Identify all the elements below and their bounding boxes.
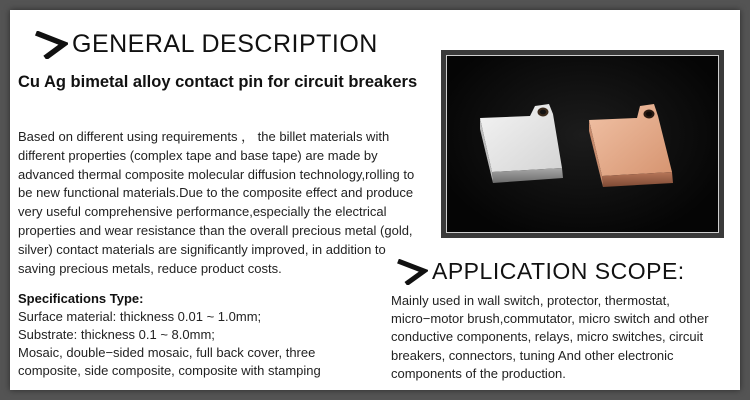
general-description-title: GENERAL DESCRIPTION bbox=[72, 30, 378, 58]
application-scope-title: APPLICATION SCOPE: bbox=[432, 258, 685, 284]
specifications-block bbox=[18, 290, 378, 380]
general-description-heading bbox=[34, 30, 378, 59]
chevron-right-icon bbox=[34, 31, 68, 59]
chevron-right-icon bbox=[396, 259, 428, 285]
silver-contact-pin bbox=[480, 104, 563, 183]
content-panel bbox=[10, 10, 740, 390]
product-photo bbox=[446, 55, 719, 233]
spec-line-composite-types: Mosaic, double−sided mosaic, full back cover, three composite, side composite, composite with stamping bbox=[18, 345, 321, 378]
product-title: Cu Ag bimetal alloy contact pin for circuit breakers bbox=[18, 73, 418, 91]
spec-line-surface: Surface material: thickness 0.01 ~ 1.0mm; bbox=[18, 309, 262, 324]
product-photo-frame bbox=[441, 50, 724, 238]
spec-line-substrate: Substrate: thickness 0.1 ~ 8.0mm; bbox=[18, 327, 215, 342]
contact-pins-illustration bbox=[447, 56, 718, 232]
copper-contact-pin bbox=[589, 104, 673, 187]
application-scope-heading bbox=[396, 258, 685, 285]
product-description: Based on different using requirements ， the billet materials with different properties (complex tape and base tape) are made by advanced thermal composite molecular diffusion technology,rolling to be new functional materials.Due to the composite effect and produce very useful comprehensive performance,especially the electrical properties and wear resistance than the overall precious metal (gold, silver) contact materials are significantly improved, in addition to saving precious metals, reduce product costs. bbox=[18, 129, 415, 276]
specifications-title: Specifications Type: bbox=[18, 291, 144, 306]
application-description: Mainly used in wall switch, protector, thermostat, micro−motor brush,commutator, micro switch and other conductive components, relays, micro switches, circuit breakers, connectors, tuning And other electronic components of the production. bbox=[391, 293, 709, 381]
